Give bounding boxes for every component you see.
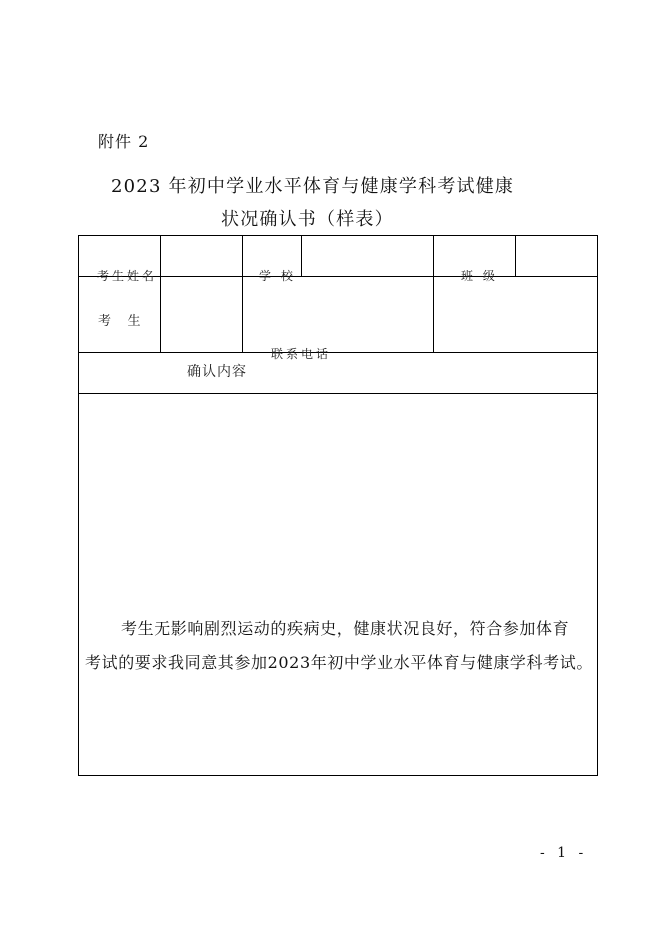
statement-line-2: 考试的要求我同意其参加2023年初中学业水平体育与健康学科考试。 (85, 653, 593, 672)
student-name-cell (79, 236, 160, 283)
phone-cell (243, 277, 433, 361)
class-label: 班 级 (461, 269, 498, 283)
school-cell (243, 236, 301, 283)
statement-line-1: 考生无影响剧烈运动的疾病史，健康状况良好，符合参加体育 (121, 619, 570, 638)
class-cell (434, 236, 515, 283)
table-row-divider-3 (78, 393, 598, 394)
document-title-line2: 状况确认书（样表） (221, 209, 394, 230)
table-row-divider-2 (78, 352, 598, 353)
phone-label: 联系电话 (271, 347, 332, 361)
page-number: - 1 - (540, 845, 588, 861)
confirm-content-label: 确认内容 (187, 364, 247, 380)
table-border-right (597, 235, 598, 776)
table-border-left (78, 235, 79, 776)
col-divider-5 (515, 235, 516, 277)
col-divider-1 (160, 235, 161, 353)
school-label: 学 校 (259, 269, 296, 283)
attachment-label: 附件 2 (98, 132, 150, 151)
student-label: 考 生 (98, 314, 141, 329)
student-name-label: 考生姓名 (97, 269, 158, 283)
col-divider-3 (301, 235, 302, 277)
table-border-bottom (78, 775, 598, 776)
document-title-line1: 2023 年初中学业水平体育与健康学科考试健康 (111, 176, 515, 197)
